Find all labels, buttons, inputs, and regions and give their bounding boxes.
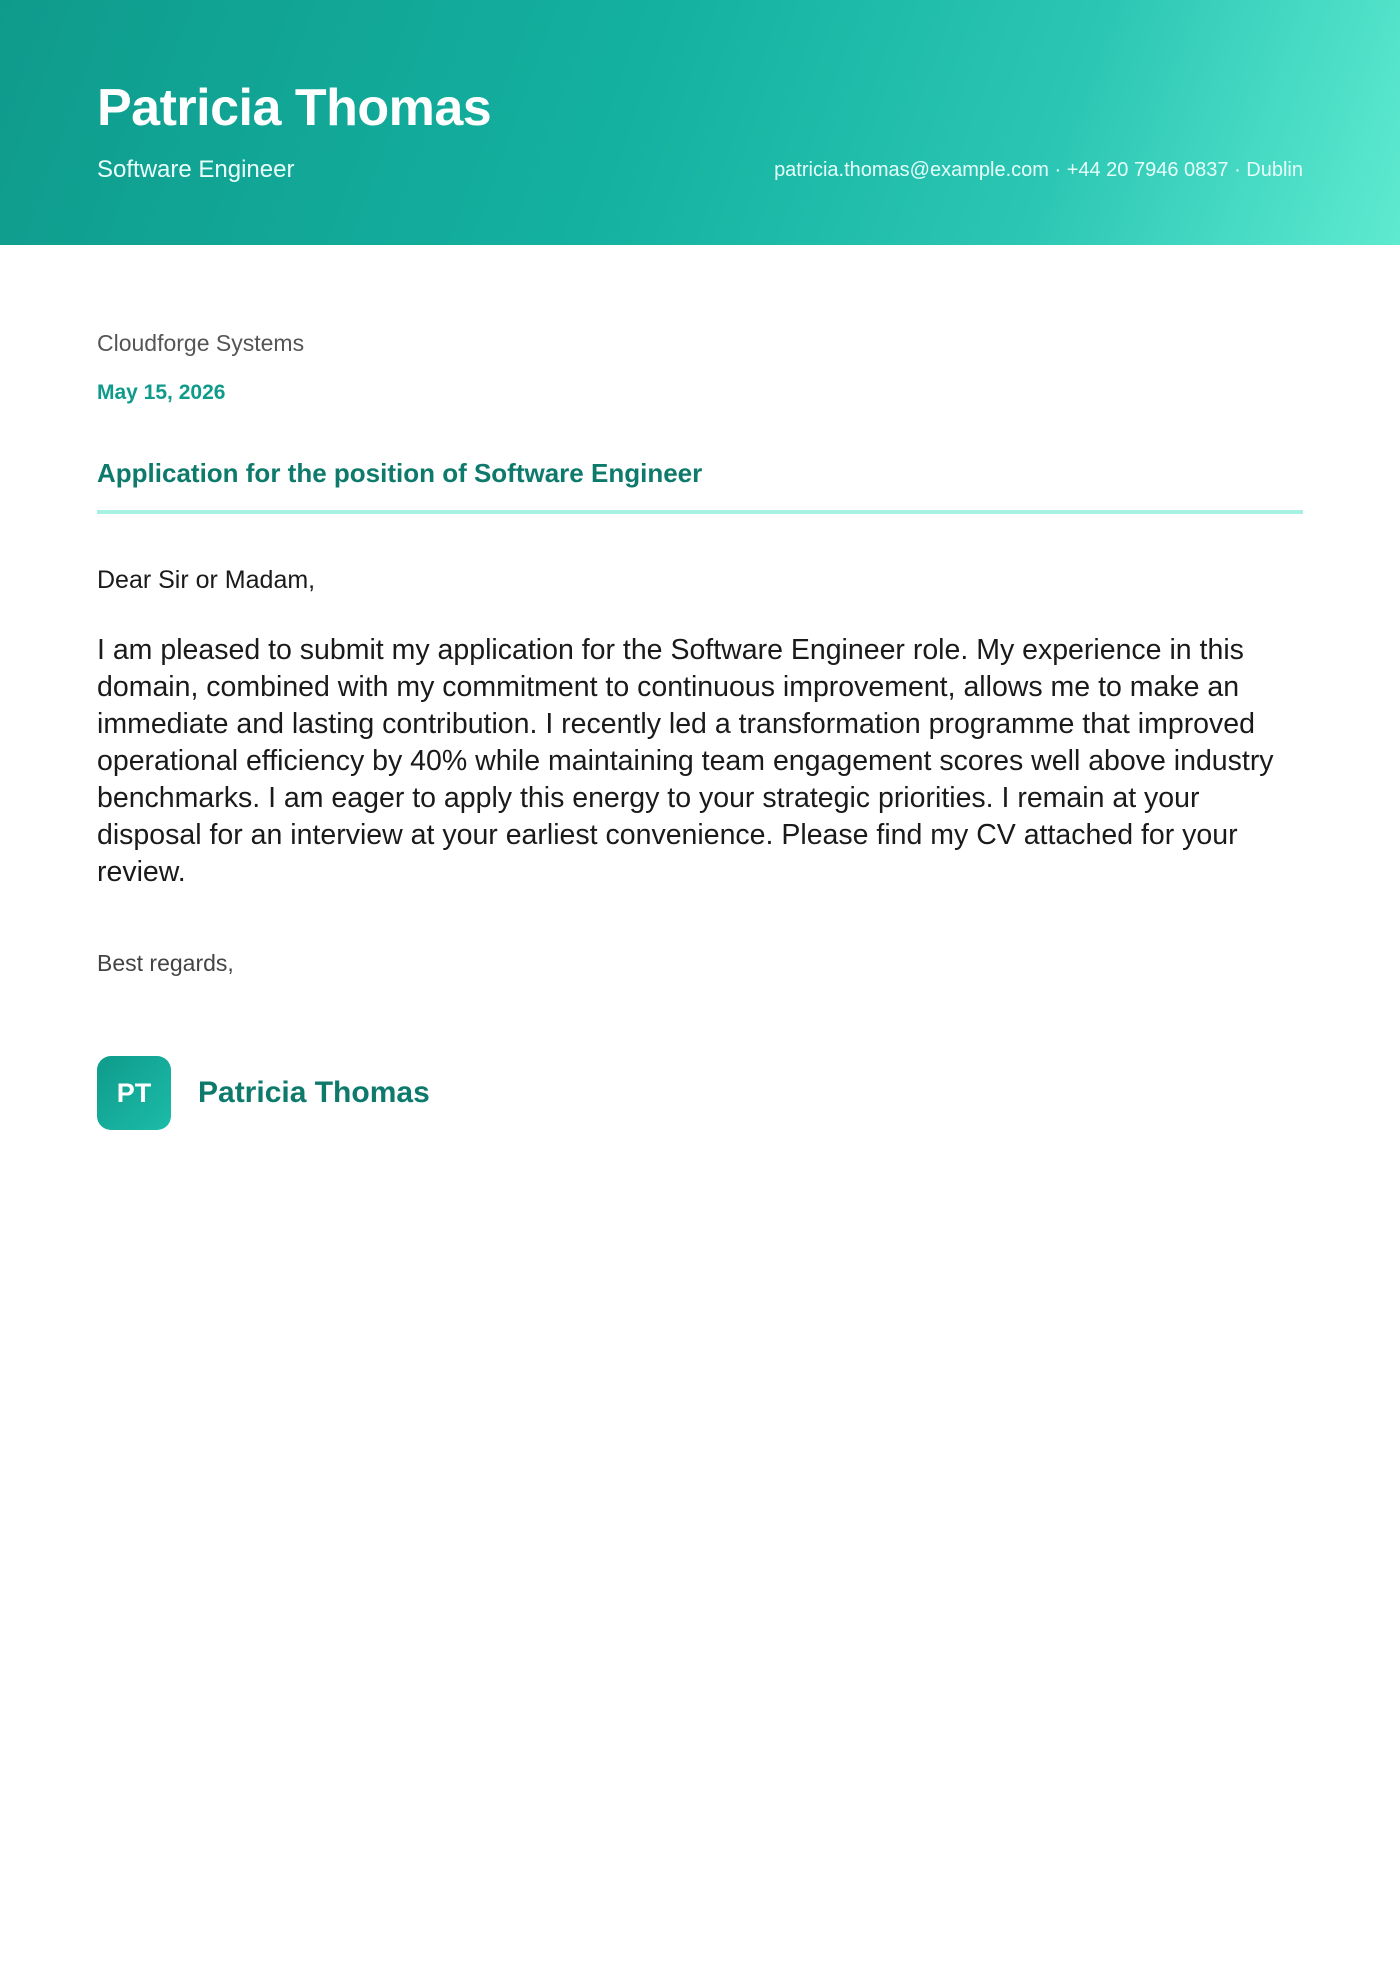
salutation: Dear Sir or Madam, bbox=[97, 566, 316, 594]
recipient-company: Cloudforge Systems bbox=[97, 330, 305, 356]
letter-body: I am pleased to submit my application for the Software Engineer role. My experience in this domain, combined with my commitment to continuous improvement, allows me to make an immediate and lasting contribution. I recently led a transformation programme that improved operational efficiency by 40% while maintaining team engagement scores well above industry benchmarks. I am eager to apply this energy to your strategic priorities. I remain at your disposal for an interview at your earliest convenience. Please find my CV attached for your review. bbox=[97, 634, 1274, 888]
initials-avatar: PT bbox=[97, 1056, 171, 1130]
sender-name: Patricia Thomas bbox=[97, 79, 492, 137]
letter-date: May 15, 2026 bbox=[97, 381, 226, 404]
letter-header bbox=[0, 0, 1400, 245]
signature-block bbox=[97, 1056, 430, 1130]
closing: Best regards, bbox=[97, 950, 234, 976]
sender-role: Software Engineer bbox=[97, 156, 295, 183]
subject-divider bbox=[97, 510, 1303, 514]
signature-name: Patricia Thomas bbox=[198, 1076, 430, 1109]
sender-contact: patricia.thomas@example.com · +44 20 7946 0837 · Dublin bbox=[774, 159, 1303, 181]
letter-subject: Application for the position of Software Engineer bbox=[97, 458, 703, 488]
